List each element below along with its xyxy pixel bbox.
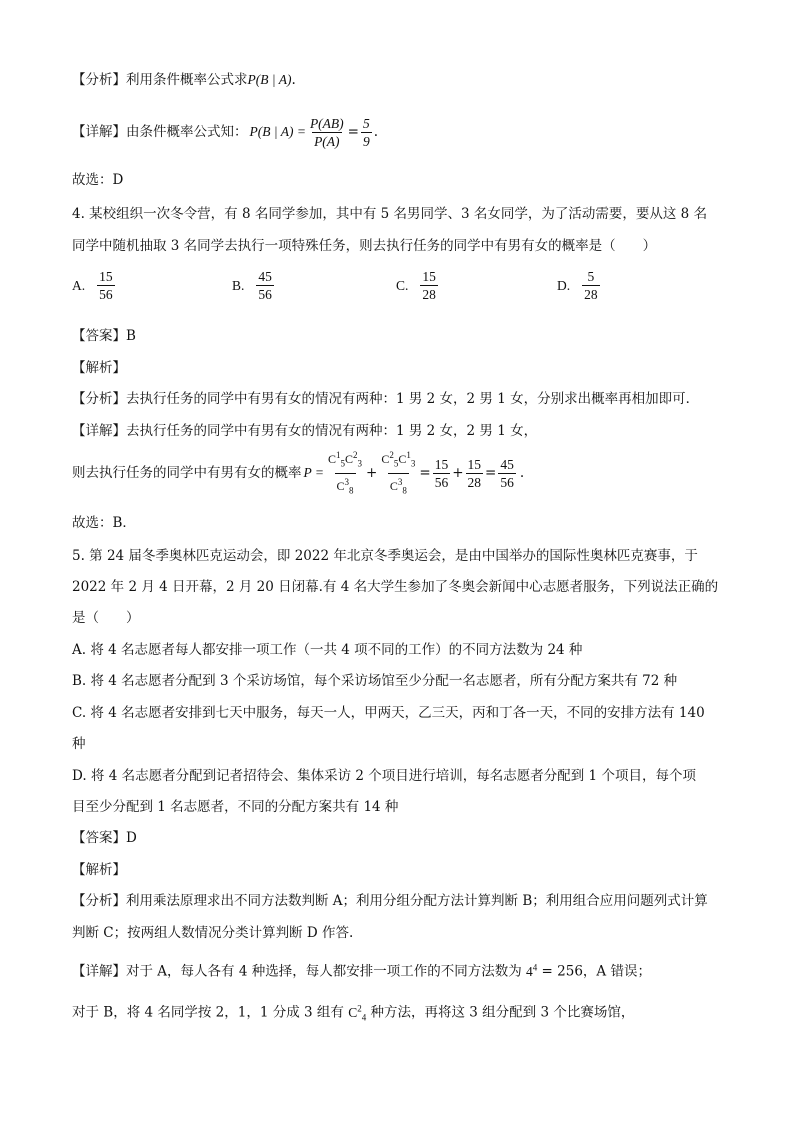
fraction-numerator: 5 <box>587 269 595 284</box>
option-label: B. <box>232 277 245 293</box>
formula-p: P = <box>303 465 324 480</box>
formula-prefix: 则去执行任务的同学中有男有女的概率 <box>72 465 302 481</box>
fraction-45-56 <box>498 456 516 491</box>
analysis-text: 利用条件概率公式求 <box>126 72 248 88</box>
period: . <box>519 465 525 481</box>
equals-sign: = <box>419 465 431 481</box>
detail-tag: 【详解】 <box>72 124 126 140</box>
q5-option-d-line2: 目至少分配到 1 名志愿者，不同的分配方案共有 14 种 <box>72 799 399 815</box>
detail-math-lhs: P(B | A) = <box>249 124 306 139</box>
equals-sign: = <box>485 465 497 481</box>
plus-sign: + <box>452 465 464 481</box>
fraction-15-56 <box>433 456 451 491</box>
fraction-numerator: 15 <box>467 456 481 472</box>
q5-option-d-line1: D. 将 4 名志愿者分配到记者招待会、集体采访 2 个项目进行培训，每名志愿者分配到 1 个项目，每个项 <box>72 768 696 784</box>
q5-stem-line3: 是（ ） <box>72 610 140 626</box>
fraction-numerator: 5 <box>362 115 370 131</box>
q5-detail-line1 <box>72 957 651 982</box>
combination-symbol <box>348 1003 367 1023</box>
prev-detail <box>72 112 378 152</box>
fraction-numerator: $C^1_5C^2_3$ <box>328 450 363 469</box>
q5-detail-line2 <box>72 998 634 1027</box>
q4-stem-line2: 同学中随机抽取 3 名同学去执行一项特殊任务，则去执行任务的同学中有男有女的概率是（ ） <box>72 238 657 254</box>
fraction-15-28 <box>466 456 484 491</box>
q4-option-a <box>72 268 117 303</box>
q5-option-b: B. 将 4 名志愿者分配到 3 个采访场馆，每个采访场馆至少分配一名志愿者，所有分配方案共有 72 种 <box>72 673 678 689</box>
q5-stem-line2: 2022 年 2 月 4 日开幕，2 月 20 日闭幕.有 4 名大学生参加了冬奥会新闻中心志愿者服务，下列说法正确的 <box>72 579 719 595</box>
fraction-numerator: 45 <box>500 456 514 472</box>
q4-stem-line1: 4. 某校组织一次冬令营，有 8 名同学参加，其中有 5 名男同学、3 名女同学，为了活动需要，要从这 8 名 <box>72 206 708 222</box>
power-base: 4 <box>526 963 533 979</box>
fraction-denominator: 28 <box>467 474 481 490</box>
power-exponent: 4 <box>532 962 538 972</box>
q4-option-c <box>396 268 440 303</box>
fraction-denominator: P(A) <box>314 133 340 149</box>
option-label: C. <box>396 277 409 293</box>
period: . <box>373 124 379 140</box>
fraction-numerator: 45 <box>258 269 272 284</box>
q5-analysis-line2: 判断 C；按两组人数情况分类计算判断 D 作答. <box>72 925 354 941</box>
fraction-denominator: 56 <box>258 287 272 302</box>
fraction-numerator: 15 <box>422 269 436 284</box>
q4-option-b <box>232 268 276 303</box>
fraction-denominator: 56 <box>434 474 449 490</box>
fraction-numerator: $C^2_5C^1_3$ <box>381 450 416 469</box>
q5-option-a: A. 将 4 名志愿者每人都安排一项工作（一共 4 项不同的工作）的不同方法数为 24 种 <box>72 642 583 658</box>
q5-stem-line1: 5. 第 24 届冬季奥林匹克运动会，即 2022 年北京冬季奥运会，是由中国举办的国际性奥林匹克赛事，于 <box>72 548 698 564</box>
fraction-denominator: 56 <box>99 287 113 302</box>
fraction-pab-pa <box>308 115 346 150</box>
option-fraction <box>97 268 115 303</box>
q4-detail: 【详解】去执行任务的同学中有男有女的情况有两种：1 男 2 女，2 男 1 女， <box>72 423 538 439</box>
option-fraction <box>420 268 438 303</box>
combination-fraction-1 <box>326 447 364 499</box>
q5-option-c-line1: C. 将 4 名志愿者安排到七天中服务，每天一人，甲两天，乙三天，丙和丁各一天，不同的安排方法有 140 <box>72 705 705 721</box>
analysis-math: P(B | A) <box>247 72 292 87</box>
q5-analysis-line1: 【分析】利用乘法原理求出不同方法数判断 A；利用分组分配方法计算判断 B；利用组合应用问题列式计算 <box>72 893 708 909</box>
fraction-numerator: P(AB) <box>309 115 344 131</box>
detail-text-end: 种方法，再将这 3 组分配到 3 个比赛场馆， <box>370 1004 635 1021</box>
q4-jiexi: 【解析】 <box>72 360 126 376</box>
q4-choice: 故选：B． <box>72 515 136 531</box>
analysis-tag: 【分析】 <box>72 72 126 88</box>
fraction-denominator: 56 <box>500 474 514 490</box>
combination-fraction-2 <box>379 447 417 499</box>
plus-sign: + <box>366 465 378 481</box>
fraction-5-9 <box>361 115 372 150</box>
q4-formula <box>72 452 524 494</box>
q4-analysis: 【分析】去执行任务的同学中有男有女的情况有两种：1 男 2 女，2 男 1 女，分别求出概率再相加即可． <box>72 391 700 407</box>
fraction-denominator: 28 <box>584 287 598 302</box>
prev-choice: 故选：D <box>72 172 124 188</box>
q5-jiexi: 【解析】 <box>72 862 126 878</box>
combination-sup: 2 <box>357 1003 362 1013</box>
detail-text: 对于 B，将 4 名同学按 2，1，1 分成 3 组有 <box>72 1004 344 1021</box>
fraction-denominator: 9 <box>362 133 370 149</box>
detail-text: 由条件概率公式知： <box>126 124 248 140</box>
prev-analysis <box>72 70 296 90</box>
q4-option-d <box>557 268 602 303</box>
fraction-denominator: $C^3_8$ <box>335 473 356 499</box>
detail-text-end: = 256，A 错误； <box>537 963 651 980</box>
fraction-denominator: 28 <box>422 287 436 302</box>
equals-sign: = <box>347 124 359 140</box>
period: . <box>291 72 296 88</box>
option-label: A. <box>72 277 86 293</box>
q4-answer: 【答案】B <box>72 328 136 344</box>
fraction-numerator: 15 <box>434 456 449 472</box>
combination-c: C <box>348 1004 358 1020</box>
option-fraction <box>582 268 600 303</box>
fraction-denominator: $C^3_8$ <box>388 473 409 499</box>
combination-sub: 4 <box>361 1012 367 1023</box>
q5-option-c-line2: 种 <box>72 736 86 752</box>
option-fraction <box>256 268 274 303</box>
option-label: D. <box>557 277 571 293</box>
q5-answer: 【答案】D <box>72 830 137 846</box>
detail-text: 【详解】对于 A，每人各有 4 种选择，每人都安排一项工作的不同方法数为 <box>72 963 522 980</box>
fraction-numerator: 15 <box>99 269 113 284</box>
power-expression <box>526 964 537 979</box>
